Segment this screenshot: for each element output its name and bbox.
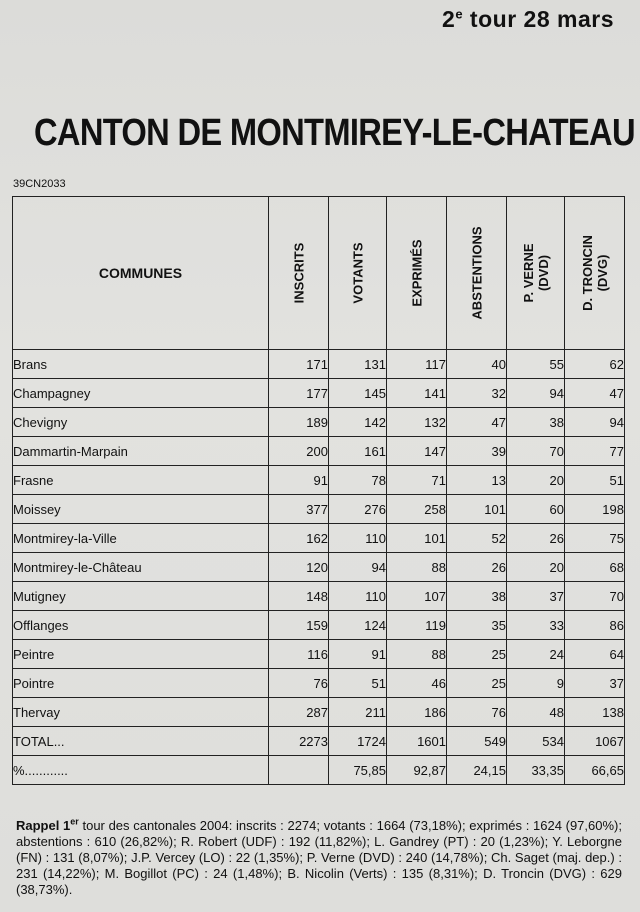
commune-cell: Montmirey-la-Ville xyxy=(13,524,269,553)
header-troncin-name: D. TRONCIN xyxy=(579,235,595,311)
verne-cell: 37 xyxy=(507,582,565,611)
commune-cell: Pointre xyxy=(13,669,269,698)
recap-lead-text: Rappel 1 xyxy=(16,818,71,833)
header-exprimes xyxy=(387,197,447,350)
round-date-text: tour 28 mars xyxy=(463,6,614,32)
exprimes-cell: 92,87 xyxy=(387,756,447,785)
verne-cell: 94 xyxy=(507,379,565,408)
table-row xyxy=(13,611,625,640)
inscrits-cell: 76 xyxy=(269,669,329,698)
commune-cell: Champagney xyxy=(13,379,269,408)
header-troncin-party: (DVG) xyxy=(594,254,610,292)
inscrits-cell: 189 xyxy=(269,408,329,437)
table-row xyxy=(13,466,625,495)
verne-cell: 33,35 xyxy=(507,756,565,785)
exprimes-cell: 107 xyxy=(387,582,447,611)
table-row xyxy=(13,379,625,408)
verne-cell: 70 xyxy=(507,437,565,466)
inscrits-cell: 120 xyxy=(269,553,329,582)
verne-cell: 20 xyxy=(507,466,565,495)
inscrits-cell: 162 xyxy=(269,524,329,553)
reference-code: 39CN2033 xyxy=(13,178,66,190)
header-verne-label xyxy=(521,243,551,302)
verne-cell: 24 xyxy=(507,640,565,669)
header-verne xyxy=(507,197,565,350)
header-abstentions-label: ABSTENTIONS xyxy=(469,226,484,320)
votants-cell: 75,85 xyxy=(329,756,387,785)
verne-cell: 48 xyxy=(507,698,565,727)
abstentions-cell: 47 xyxy=(447,408,507,437)
commune-cell: Thervay xyxy=(13,698,269,727)
verne-cell: 20 xyxy=(507,553,565,582)
header-inscrits-label: INSCRITS xyxy=(291,242,306,304)
inscrits-cell: 116 xyxy=(269,640,329,669)
commune-cell: Moissey xyxy=(13,495,269,524)
exprimes-cell: 46 xyxy=(387,669,447,698)
inscrits-cell: 377 xyxy=(269,495,329,524)
troncin-cell: 70 xyxy=(565,582,625,611)
table-row xyxy=(13,698,625,727)
table-row xyxy=(13,524,625,553)
table-row xyxy=(13,350,625,379)
abstentions-cell: 549 xyxy=(447,727,507,756)
exprimes-cell: 101 xyxy=(387,524,447,553)
abstentions-cell: 76 xyxy=(447,698,507,727)
inscrits-cell: 287 xyxy=(269,698,329,727)
troncin-cell: 62 xyxy=(565,350,625,379)
inscrits-cell: 159 xyxy=(269,611,329,640)
commune-cell: Brans xyxy=(13,350,269,379)
inscrits-cell: 2273 xyxy=(269,727,329,756)
round-ordinal-suffix: e xyxy=(455,6,464,22)
verne-cell: 55 xyxy=(507,350,565,379)
round-date-heading xyxy=(442,6,614,33)
abstentions-cell: 52 xyxy=(447,524,507,553)
exprimes-cell: 88 xyxy=(387,640,447,669)
votants-cell: 110 xyxy=(329,582,387,611)
commune-cell: Offlanges xyxy=(13,611,269,640)
abstentions-cell: 40 xyxy=(447,350,507,379)
commune-cell: Dammartin-Marpain xyxy=(13,437,269,466)
votants-cell: 110 xyxy=(329,524,387,553)
results-table xyxy=(12,196,625,785)
votants-cell: 91 xyxy=(329,640,387,669)
troncin-cell: 198 xyxy=(565,495,625,524)
table-row xyxy=(13,495,625,524)
inscrits-cell xyxy=(269,756,329,785)
votants-cell: 276 xyxy=(329,495,387,524)
table-row xyxy=(13,408,625,437)
abstentions-cell: 32 xyxy=(447,379,507,408)
troncin-cell: 51 xyxy=(565,466,625,495)
commune-cell: Chevigny xyxy=(13,408,269,437)
first-round-recap xyxy=(16,818,622,898)
exprimes-cell: 88 xyxy=(387,553,447,582)
header-inscrits xyxy=(269,197,329,350)
results-body xyxy=(13,350,625,785)
votants-cell: 161 xyxy=(329,437,387,466)
troncin-cell: 77 xyxy=(565,437,625,466)
troncin-cell: 94 xyxy=(565,408,625,437)
exprimes-cell: 119 xyxy=(387,611,447,640)
exprimes-cell: 186 xyxy=(387,698,447,727)
troncin-cell: 47 xyxy=(565,379,625,408)
votants-cell: 51 xyxy=(329,669,387,698)
inscrits-cell: 148 xyxy=(269,582,329,611)
table-row xyxy=(13,727,625,756)
votants-cell: 94 xyxy=(329,553,387,582)
exprimes-cell: 71 xyxy=(387,466,447,495)
troncin-cell: 68 xyxy=(565,553,625,582)
header-troncin xyxy=(565,197,625,350)
exprimes-cell: 132 xyxy=(387,408,447,437)
commune-cell: Montmirey-le-Château xyxy=(13,553,269,582)
commune-cell: %............ xyxy=(13,756,269,785)
exprimes-cell: 141 xyxy=(387,379,447,408)
recap-text: tour des cantonales 2004: inscrits : 2274; votants : 1664 (73,18%); exprimés : 1624 (97,60%); abstentions : 610 (26,82%); R. Robert (UDF) : 192 (11,82%); L. Gandrey (PT) : 20 (1,23%); Y. Leborgne (FN) : 131 (8,07%); J.P. Vercey (LO) : 22 (1,35%); P. Verne (DVD) : 240 (14,78%); Ch. Saget (maj. dep.) : 231 (14,22%); M. Bogillot (PC) : 24 (1,48%); B. Nicolin (Verts) : 135 (8,31%); D. Troncin (DVG) : 629 (38,73%). xyxy=(16,818,622,897)
header-verne-party: (DVD) xyxy=(535,254,551,292)
troncin-cell: 75 xyxy=(565,524,625,553)
abstentions-cell: 38 xyxy=(447,582,507,611)
inscrits-cell: 91 xyxy=(269,466,329,495)
header-votants-label: VOTANTS xyxy=(350,242,365,304)
abstentions-cell: 101 xyxy=(447,495,507,524)
votants-cell: 131 xyxy=(329,350,387,379)
verne-cell: 9 xyxy=(507,669,565,698)
votants-cell: 211 xyxy=(329,698,387,727)
verne-cell: 33 xyxy=(507,611,565,640)
header-votants xyxy=(329,197,387,350)
troncin-cell: 64 xyxy=(565,640,625,669)
exprimes-cell: 147 xyxy=(387,437,447,466)
header-communes: COMMUNES xyxy=(13,197,269,350)
table-row xyxy=(13,640,625,669)
commune-cell: Frasne xyxy=(13,466,269,495)
votants-cell: 1724 xyxy=(329,727,387,756)
verne-cell: 38 xyxy=(507,408,565,437)
abstentions-cell: 39 xyxy=(447,437,507,466)
troncin-cell: 1067 xyxy=(565,727,625,756)
troncin-cell: 37 xyxy=(565,669,625,698)
votants-cell: 145 xyxy=(329,379,387,408)
abstentions-cell: 25 xyxy=(447,640,507,669)
round-number: 2 xyxy=(442,6,456,32)
abstentions-cell: 35 xyxy=(447,611,507,640)
page-title: CANTON DE MONTMIREY-LE-CHATEAU xyxy=(34,112,635,154)
table-row xyxy=(13,553,625,582)
header-verne-name: P. VERNE xyxy=(520,243,536,303)
exprimes-cell: 117 xyxy=(387,350,447,379)
commune-cell: Peintre xyxy=(13,640,269,669)
exprimes-cell: 258 xyxy=(387,495,447,524)
header-troncin-label xyxy=(580,235,610,311)
abstentions-cell: 13 xyxy=(447,466,507,495)
troncin-cell: 86 xyxy=(565,611,625,640)
votants-cell: 124 xyxy=(329,611,387,640)
table-row xyxy=(13,669,625,698)
verne-cell: 534 xyxy=(507,727,565,756)
table-row xyxy=(13,582,625,611)
header-abstentions xyxy=(447,197,507,350)
recap-lead-suffix: er xyxy=(70,816,79,827)
commune-cell: TOTAL... xyxy=(13,727,269,756)
verne-cell: 26 xyxy=(507,524,565,553)
inscrits-cell: 171 xyxy=(269,350,329,379)
header-row xyxy=(13,197,625,350)
abstentions-cell: 25 xyxy=(447,669,507,698)
troncin-cell: 138 xyxy=(565,698,625,727)
inscrits-cell: 200 xyxy=(269,437,329,466)
exprimes-cell: 1601 xyxy=(387,727,447,756)
table-row xyxy=(13,756,625,785)
table-row xyxy=(13,437,625,466)
abstentions-cell: 26 xyxy=(447,553,507,582)
verne-cell: 60 xyxy=(507,495,565,524)
header-exprimes-label: EXPRIMÉS xyxy=(409,239,424,307)
troncin-cell: 66,65 xyxy=(565,756,625,785)
votants-cell: 78 xyxy=(329,466,387,495)
inscrits-cell: 177 xyxy=(269,379,329,408)
recap-lead xyxy=(16,818,79,833)
votants-cell: 142 xyxy=(329,408,387,437)
abstentions-cell: 24,15 xyxy=(447,756,507,785)
commune-cell: Mutigney xyxy=(13,582,269,611)
